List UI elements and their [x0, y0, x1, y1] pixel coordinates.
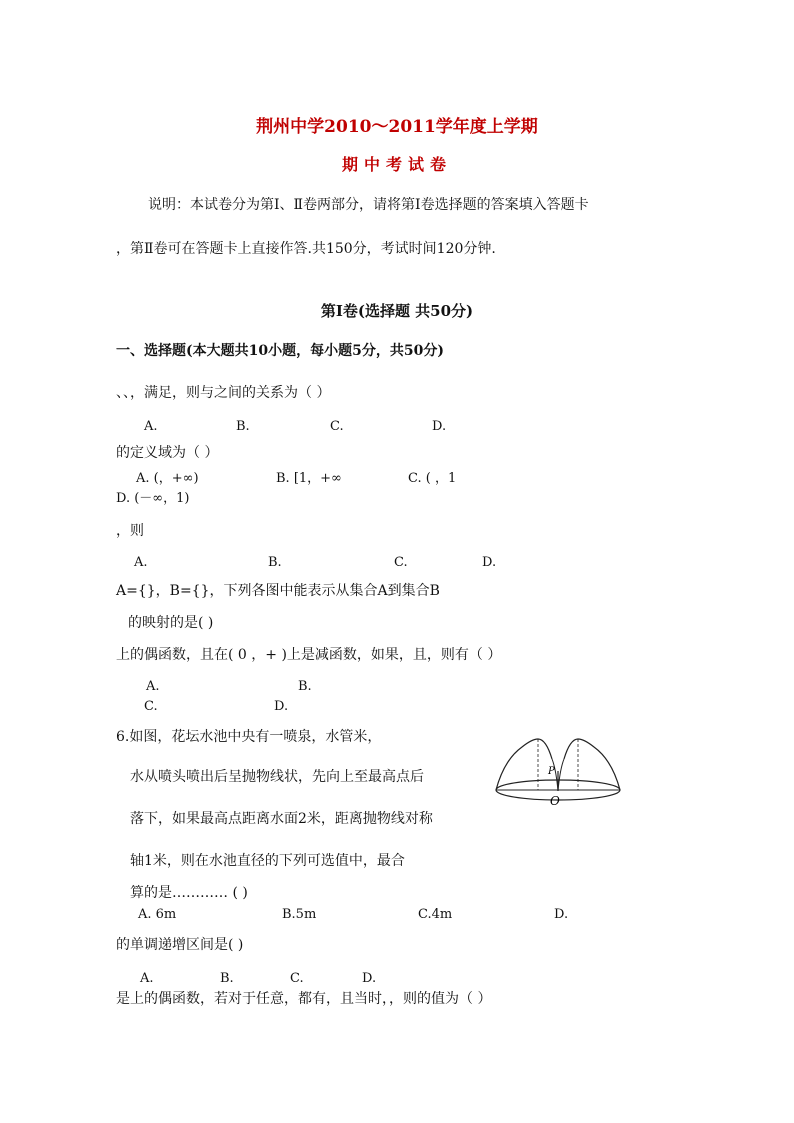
- q6-option-a: A. 6m: [138, 907, 177, 922]
- exam-title: 荆州中学2010～2011学年度上学期: [256, 117, 538, 137]
- q1-option-d: D.: [432, 419, 447, 434]
- q1-option-c: C.: [330, 419, 344, 434]
- q7-option-d: D.: [362, 971, 377, 986]
- q6-option-c: C.4m: [418, 907, 453, 922]
- right-parabola: [564, 739, 620, 790]
- q7-stem: 的单调递增区间是( ): [116, 937, 244, 953]
- instructions-line-1: 说明：本试卷分为第Ⅰ、Ⅱ卷两部分，请将第Ⅰ卷选择题的答案填入答题卡: [148, 197, 589, 213]
- q5-option-c: C.: [144, 699, 158, 714]
- q2-option-c: C. ( ，1: [408, 471, 457, 486]
- left-parabola: [496, 739, 552, 790]
- q5-option-a: A.: [146, 679, 160, 694]
- label-p: P: [548, 766, 555, 777]
- q6-option-b: B.5m: [282, 907, 317, 922]
- q4-stem-1: A={}，B={}，下列各图中能表示从集合A到集合B: [116, 583, 440, 599]
- q2-stem: 的定义域为（ ）: [116, 445, 219, 461]
- q3-option-d: D.: [482, 555, 497, 570]
- instructions-line-2: ，第Ⅱ卷可在答题卡上直接作答.共150分，考试时间120分钟.: [116, 241, 496, 257]
- q1-option-a: A.: [144, 419, 158, 434]
- q3-option-a: A.: [134, 555, 148, 570]
- q4-stem-2: 的映射的是( ): [128, 615, 214, 631]
- exam-subtitle: 期中考试卷: [341, 155, 452, 174]
- q3-option-c: C.: [394, 555, 408, 570]
- q1-option-b: B.: [236, 419, 250, 434]
- fountain-figure: [494, 725, 626, 807]
- q1-stem: 、、，满足，则与之间的关系为（ ）: [116, 385, 331, 401]
- q6-stem-1: 6.如图，花坛水池中央有一喷泉，水管米，: [116, 729, 382, 745]
- q8-stem: 是上的偶函数，若对于任意，都有，且当时，，则的值为（ ）: [116, 991, 492, 1007]
- q6-stem-4: 轴1米，则在水池直径的下列可选值中，最合: [130, 853, 405, 869]
- q7-option-b: B.: [220, 971, 234, 986]
- q2-option-d: D. (－∞，1): [116, 491, 190, 506]
- part1-title: 第Ⅰ卷(选择题 共50分): [320, 302, 474, 320]
- label-o: O: [550, 794, 560, 807]
- right-inner-arc: [558, 759, 564, 791]
- q2-option-b: B. [1，+∞: [276, 471, 342, 486]
- q5-option-d: D.: [274, 699, 289, 714]
- q3-stem: ，则: [116, 523, 144, 539]
- q7-option-a: A.: [140, 971, 154, 986]
- q5-stem: 上的偶函数，且在( 0 ，+ )上是减函数，如果，且，则有（ ）: [116, 647, 502, 663]
- q6-stem-2: 水从喷头喷出后呈抛物线状，先向上至最高点后: [130, 769, 424, 785]
- q3-option-b: B.: [268, 555, 282, 570]
- q6-option-d: D.: [554, 907, 569, 922]
- q6-stem-3: 落下，如果最高点距离水面2米，距离抛物线对称: [130, 811, 433, 827]
- section-heading: 一、选择题(本大题共10小题，每小题5分，共50分): [116, 343, 444, 359]
- q7-option-c: C.: [290, 971, 304, 986]
- q5-option-b: B.: [298, 679, 312, 694]
- q2-option-a: A. (，+∞): [136, 471, 199, 486]
- q6-stem-5: 算的是………… ( ): [130, 885, 248, 901]
